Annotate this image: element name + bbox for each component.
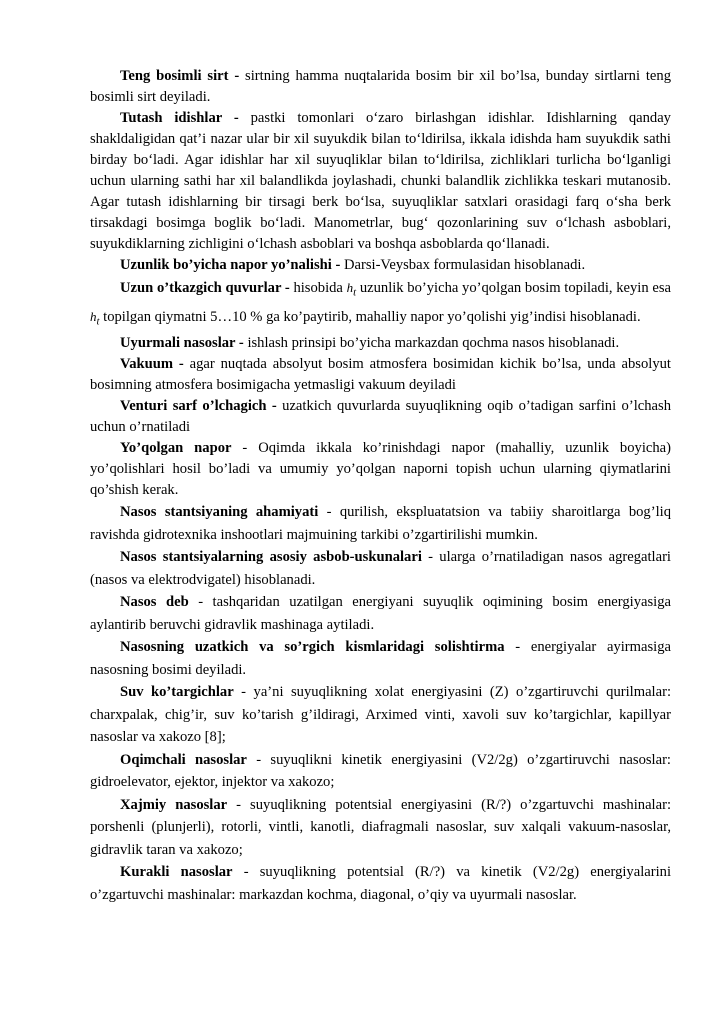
paragraph-nasos-solishtirma — [90, 636, 671, 681]
term-tutash-idishlar: Tutash idishlar - — [120, 110, 239, 126]
term-nasos-deb: Nasos deb — [120, 594, 189, 611]
term-uyurmali-nasoslar: Uyurmali nasoslar - — [120, 335, 244, 352]
symbol-h — [90, 308, 100, 328]
paragraph-venturi — [90, 396, 671, 438]
definition-text: uzunlik bo’yicha yo’qolgan bosim topiladi, keyin esa — [356, 280, 671, 296]
definition-text: - ya’ni suyuqlikning xolat energiyasini (Z) o’zgartiruvchi qurilmalar: charxpalak, chig’ir, suv ko’tarish g’ildiragi, Arximed vinti, xavoli suv ko’targichlar, kapillyar nasoslar va xakozo [8]; — [90, 684, 672, 746]
paragraph-yoqolgan-napor — [90, 438, 671, 501]
paragraph-xajmiy-nasoslar — [90, 794, 671, 862]
symbol-h-subscript: t — [353, 286, 357, 299]
term-nasos-solishtirma: Nasosning uzatkich va so’rgich kismlaridagi solishtirma — [120, 639, 505, 656]
definition-text: - tashqaridan uzatilgan energiyani suyuqlik oqimining bosim energiyasiga aylantirib beruvchi gidravlik mashinaga aytiladi. — [90, 594, 671, 633]
paragraph-uyurmali-nasoslar — [90, 333, 671, 354]
definition-text: - energiyalar ayirmasiga nasosning bosimi deyiladi. — [90, 639, 671, 678]
term-yoqolgan-napor: Yo’qolgan napor — [120, 440, 232, 457]
term-nasos-stantsiya-ahamiyati: Nasos stantsiyaning ahamiyati — [120, 504, 319, 521]
term-vakuum: Vakuum - — [120, 356, 184, 373]
definition-text: hisobida — [289, 280, 347, 296]
definition-text: sirtning hamma nuqtalarida bosim bir xil bo’lsa, bunday sirtlarni teng bosimli sirt deyiladi. — [90, 68, 671, 105]
paragraph-vakuum — [90, 354, 671, 396]
symbol-h — [346, 280, 357, 299]
definition-text: - suyuqlikni kinetik energiyasini (V2/2g) o’zgartiruvchi nasoslar: gidroelevator, ejektor, injektor va xakozo; — [90, 751, 671, 791]
definition-text: - suyuqlikning potentsial (R/?) va kinetik (V2/2g) energiyalarini o’zgartuvchi mashinalar: markazdan kochma, diagonal, o’qiy va uyurmali nasoslar. — [90, 864, 672, 903]
document-body — [90, 66, 671, 906]
term-suv-kotargichlar: Suv ko’targichlar — [120, 684, 234, 701]
definition-text: ishlash prinsipi bo’yicha markazdan qochma nasos hisoblanadi. — [243, 335, 620, 352]
symbol-h-letter: h — [90, 308, 97, 324]
paragraph-suv-kotargichlar — [90, 681, 671, 749]
term-oqimchali-nasoslar: Oqimchali nasoslar — [120, 751, 247, 768]
paragraph-kurakli-nasoslar — [90, 861, 671, 906]
paragraph-uzunlik-napor — [90, 255, 671, 276]
paragraph-uzun-otkazgich — [90, 276, 671, 333]
symbol-h-subscript: t — [96, 315, 100, 328]
term-uzunlik-napor: Uzunlik bo’yicha napor yo’nalishi - — [120, 257, 341, 273]
term-venturi: Venturi sarf o’lchagich - — [120, 398, 277, 415]
definition-text: - Oqimda ikkala ko’rinishdagi napor (mahalliy, uzunlik boyicha) yo’qolishlari hosil bo’ladi va umumiy yo’qolgan naporni topish uchun ularning qiymatlarini qo’shish kerak. — [90, 440, 671, 499]
paragraph-nasos-stantsiya-ahamiyati — [90, 501, 671, 546]
definition-text: uzatkich quvurlarda suyuqlikning oqib o’tadigan sarfini o’lchash uchun o’rnatiladi — [90, 398, 671, 436]
paragraph-oqimchali-nasoslar — [90, 749, 671, 794]
term-kurakli-nasoslar: Kurakli nasoslar — [120, 864, 233, 881]
term-uzun-otkazgich: Uzun o’tkazgich quvurlar - — [120, 280, 290, 296]
definition-text: Darsi-Veysbax formulasidan hisoblanadi. — [340, 257, 586, 273]
definition-text: pastki tomonlari o‘zaro birlashgan idishlar. Idishlarning qanday shakldaligidan qat’i nazar ular bir xil suyukdik bilan to‘ldirilsa, ikkala idishda ham suyukdik sathi birday bo‘ladi. Agar idishlar har xil suyuqliklar bilan to‘ldirilsa, zichliklari turlicha bo‘lganligi uchun ularning sathi har xil balandlikda joylashadi, chunki balandlik zichlikka teskari mutanosib. Agar tutash idishlarning bir tirsagi berk bo‘lsa, suyuqliklar satxlari orasidagi farq o‘sha berk tirsakdagi bosimga boglik bo‘ladi. Manometrlar, bug‘ qozonlarining suv o‘lchash asboblari, suyukdiklarning zichligini o‘lchash asboblari va boshqa asboblarda qo‘llanadi. — [90, 110, 671, 252]
symbol-h-letter: h — [346, 280, 354, 295]
definition-text: - suyuqlikning potentsial energiyasini (R/?) o’zgartuvchi mashinalar: porshenli (plunjerli), rotorli, vintli, kanotli, diafragmali nasoslar, suv xalqali vakuum-nasoslar, gidravlik taran va xakozo; — [90, 796, 671, 858]
definition-text: - qurilish, ekspluatatsion va tabiiy sharoitlarga bog’liq ravishda gidrotexnika inshootlari majmuining tarkibi o’zgartirilishi mumkin. — [90, 504, 671, 543]
paragraph-tutash-idishlar — [90, 108, 671, 255]
term-nasos-asbob-uskunalari: Nasos stantsiyalarning asosiy asbob-uskunalari — [120, 549, 422, 566]
paragraph-nasos-deb — [90, 591, 671, 636]
definition-text: - ularga o’rnatiladigan nasos agregatlari (nasos va elektrodvigatel) hisoblanadi. — [90, 549, 671, 588]
term-teng-bosimli-sirt: Teng bosimli sirt - — [120, 68, 240, 84]
paragraph-teng-bosimli-sirt — [90, 66, 671, 108]
term-xajmiy-nasoslar: Xajmiy nasoslar — [120, 796, 228, 813]
definition-text: agar nuqtada absolyut bosim atmosfera bosimidan kichik bo’lsa, unda absolyut bosimning atmosfera bosimigacha yetmasligi vakuum deyiladi — [90, 356, 671, 394]
paragraph-nasos-asbob-uskunalari — [90, 546, 671, 591]
definition-text: topilgan qiymatni 5…10 % ga ko’paytirib, mahalliy napor yo’qolishi yig’indisi hisoblanadi. — [99, 308, 641, 325]
